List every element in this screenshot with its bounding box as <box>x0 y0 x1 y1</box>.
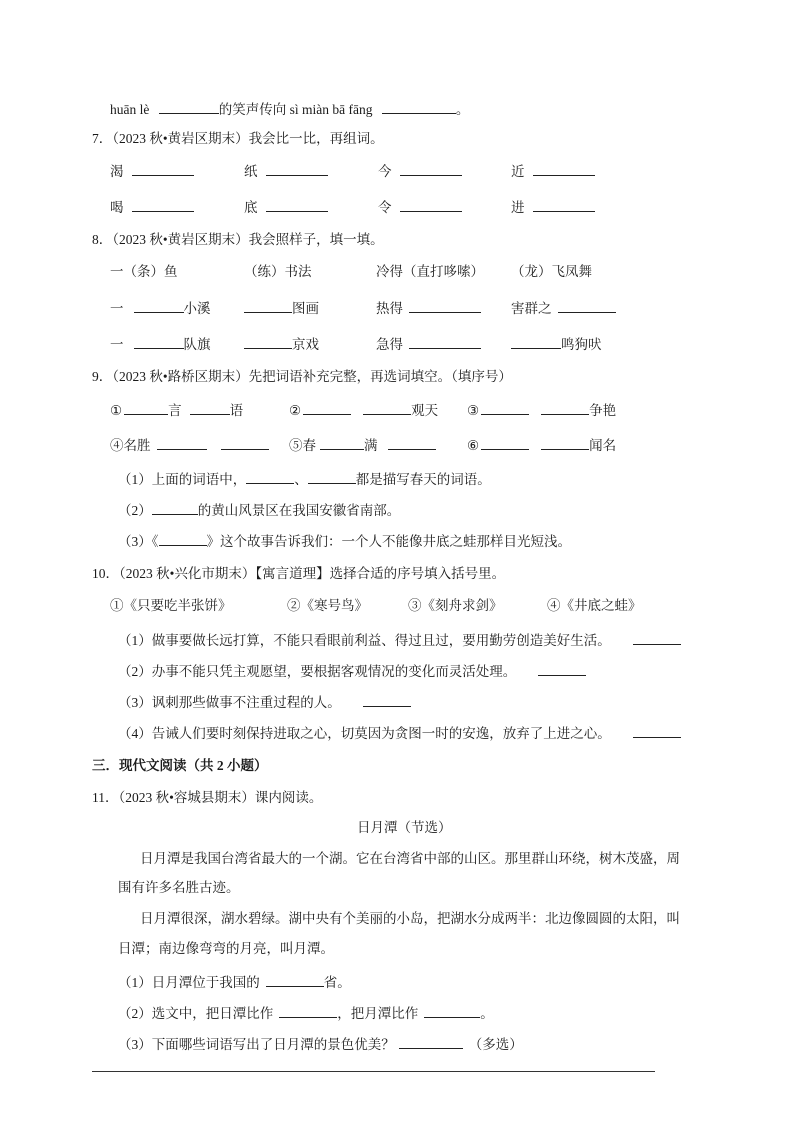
blank[interactable] <box>244 335 292 349</box>
blank[interactable] <box>382 100 456 114</box>
q8-r3-c3: 急得 <box>376 335 481 354</box>
q8-example-4: （龙）飞凤舞 <box>511 264 592 279</box>
blank[interactable] <box>134 299 184 313</box>
blank[interactable] <box>363 693 411 707</box>
blank[interactable] <box>511 335 561 349</box>
passage-p1-line1: 日月潭是我国台湾省最大的一个湖。它在台湾省中部的山区。那里群山环绕，树木茂盛，周 <box>140 851 680 866</box>
q8-header: 8．（2023 秋•黄岩区期末）我会照样子，填一填。 <box>92 232 384 247</box>
blank[interactable] <box>279 1004 337 1018</box>
blank[interactable] <box>558 299 616 313</box>
blank[interactable] <box>134 335 184 349</box>
q7-row1-c3: 今 <box>378 162 462 181</box>
q8-example-1: 一（条）鱼 <box>110 264 178 279</box>
q7-row1-c1: 渴 <box>110 162 194 181</box>
q9-sub-3: （3）《 》这个故事告诉我们：一个人不能像井底之蛙那样目光短浅。 <box>118 534 571 549</box>
blank[interactable] <box>633 631 681 645</box>
blank[interactable] <box>538 662 586 676</box>
q10-option-1: ①《只要吃半张饼》 <box>110 598 232 613</box>
q11-header: 11．（2023 秋•容城县期末）课内阅读。 <box>92 790 323 805</box>
blank[interactable] <box>409 299 481 313</box>
blank[interactable] <box>132 198 194 212</box>
q9-item-2: ② 观天 <box>289 403 439 418</box>
blank[interactable] <box>266 162 328 176</box>
blank[interactable] <box>320 436 364 450</box>
blank[interactable] <box>308 470 356 484</box>
footer-rule <box>92 1071 655 1072</box>
q9-header: 9．（2023 秋•路桥区期末）先把词语补充完整，再选词填空。（填序号） <box>92 369 512 384</box>
blank[interactable] <box>190 401 230 415</box>
q10-item-4: （4）告诫人们要时刻保持进取之心，切莫因为贪图一时的安逸，放弃了上进之心。 <box>118 724 681 743</box>
blank[interactable] <box>157 436 207 450</box>
q8-r2-c4: 害群之 <box>511 299 616 318</box>
blank[interactable] <box>541 401 589 415</box>
blank[interactable] <box>409 335 481 349</box>
blank[interactable] <box>481 436 529 450</box>
blank[interactable] <box>388 436 436 450</box>
q11-sub-1: （1）日月潭位于我国的 省。 <box>118 975 351 990</box>
q9-item-5: ⑤春 满 <box>289 436 436 455</box>
q7-row2-c3: 令 <box>378 198 462 217</box>
q10-item-2: （2）办事不能只凭主观愿望，要根据客观情况的变化而灵活处理。 <box>118 662 586 681</box>
blank[interactable] <box>400 198 462 212</box>
blank[interactable] <box>541 436 589 450</box>
section-3-heading: 三．现代文阅读（共 2 小题） <box>92 758 268 773</box>
q7-row1-c4: 近 <box>511 162 595 181</box>
q10-item-1: （1）做事要做长远打算，不能只看眼前利益、得过且过，要用勤劳创造美好生活。 <box>118 631 681 650</box>
q9-sub-2: （2） 的黄山风景区在我国安徽省南部。 <box>118 503 401 518</box>
passage-p1-line2: 围有许多名胜古迹。 <box>118 880 240 895</box>
q10-item-3: （3）讽刺那些做事不注重过程的人。 <box>118 693 411 712</box>
blank[interactable] <box>399 1035 463 1049</box>
q8-r3-c4: 鸣狗吠 <box>511 335 602 354</box>
passage-title: 日月潭（节选） <box>357 820 452 835</box>
passage-p2-line2: 日潭；南边像弯弯的月亮，叫月潭。 <box>118 941 334 956</box>
blank[interactable] <box>633 724 681 738</box>
q9-item-6: ⑥ 闻名 <box>467 438 617 453</box>
q9-item-1: ① 言 语 <box>110 403 244 418</box>
blank[interactable] <box>266 973 324 987</box>
blank[interactable] <box>266 198 328 212</box>
q11-sub-2: （2）选文中，把日潭比作 ，把月潭比作 。 <box>118 1006 494 1021</box>
q8-example-3: 冷得（直打哆嗦） <box>376 264 484 279</box>
blank[interactable] <box>159 532 207 546</box>
blank[interactable] <box>533 162 595 176</box>
q7-row2-c1: 喝 <box>110 198 194 217</box>
period: 。 <box>455 102 470 117</box>
passage-p2-line1: 日月潭很深，湖水碧绿。湖中央有个美丽的小岛，把湖水分成两半：北边像圆圆的太阳，叫 <box>140 911 680 926</box>
q10-option-2: ②《寒号鸟》 <box>287 598 368 613</box>
q8-r2-c3: 热得 <box>376 299 481 318</box>
q9-item-3: ③ 争艳 <box>467 403 617 418</box>
q7-row1-c2: 纸 <box>244 162 328 181</box>
pinyin-simianbafang: sì miàn bā fāng <box>289 102 373 117</box>
q7-row2-c4: 进 <box>511 198 595 217</box>
blank[interactable] <box>481 401 529 415</box>
blank[interactable] <box>152 501 198 515</box>
mid-text: 的笑声传向 <box>218 102 287 117</box>
q8-r2-c2: 图画 <box>244 299 319 318</box>
q10-option-3: ③《刻舟求剑》 <box>408 598 503 613</box>
q8-r3-c2: 京戏 <box>244 335 319 354</box>
fill-line-top <box>110 100 469 119</box>
q10-option-4: ④《井底之蛙》 <box>547 598 642 613</box>
q10-header: 10．（2023 秋•兴化市期末）【寓言道理】选择合适的序号填入括号里。 <box>92 566 506 581</box>
q8-r2-c1: 一 小溪 <box>110 301 211 316</box>
blank[interactable] <box>159 100 219 114</box>
blank[interactable] <box>363 401 411 415</box>
blank[interactable] <box>246 470 294 484</box>
blank[interactable] <box>221 436 269 450</box>
blank[interactable] <box>400 162 462 176</box>
q7-row2-c2: 底 <box>244 198 328 217</box>
blank[interactable] <box>533 198 595 212</box>
blank[interactable] <box>124 401 168 415</box>
q11-sub-3: （3）下面哪些词语写出了日月潭的景色优美？ （多选） <box>118 1037 523 1052</box>
blank[interactable] <box>303 401 351 415</box>
blank[interactable] <box>244 299 292 313</box>
blank[interactable] <box>424 1004 480 1018</box>
pinyin-huanle: huān lè <box>110 102 150 117</box>
q9-item-4: ④名胜 <box>110 436 269 455</box>
q7-header: 7．（2023 秋•黄岩区期末）我会比一比，再组词。 <box>92 131 384 146</box>
q8-example-2: （练）书法 <box>244 264 312 279</box>
q9-sub-1: （1）上面的词语中， 、 都是描写春天的词语。 <box>118 472 491 487</box>
blank[interactable] <box>132 162 194 176</box>
q8-r3-c1: 一 队旗 <box>110 337 211 352</box>
